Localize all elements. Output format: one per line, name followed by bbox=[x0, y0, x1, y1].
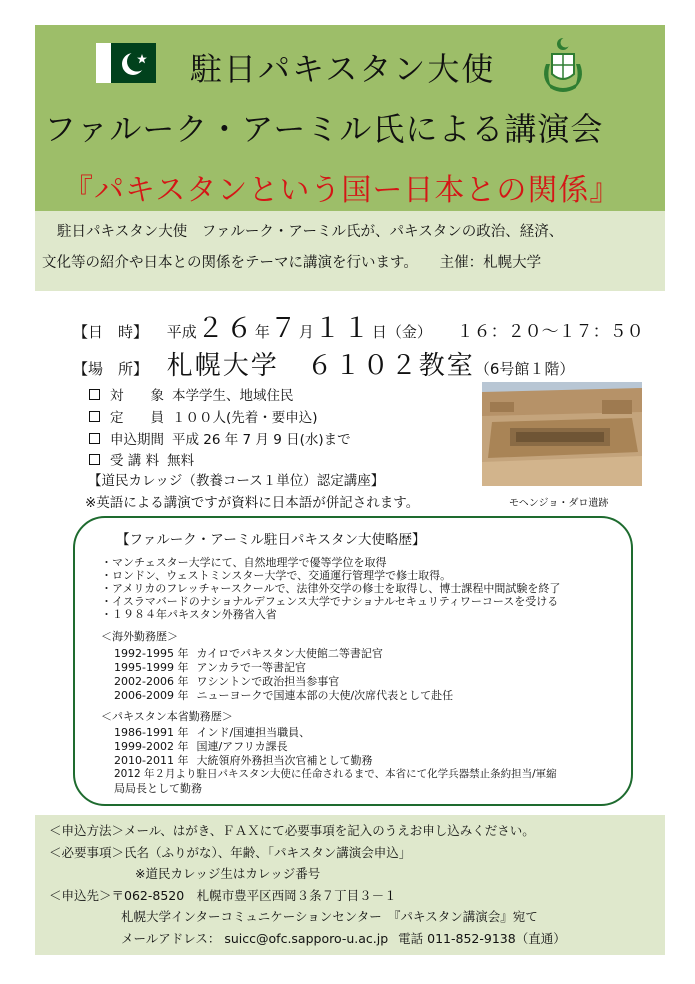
date-label: 【日 時】 bbox=[73, 323, 149, 341]
header-title-ambassador: 駐日パキスタン大使 bbox=[190, 50, 496, 88]
detail-audience: 対 象 本学学生、地域住民 bbox=[89, 384, 294, 404]
checkbox-icon bbox=[89, 389, 100, 400]
intro-line-2: 文化等の紹介や日本との関係をテーマに講演を行います。 主催：札幌大学 bbox=[42, 255, 542, 271]
header-lecture-theme: 『パキスタンという国ー日本との関係』 bbox=[63, 173, 621, 208]
application-required-note: ※道民カレッジ生はカレッジ番号 bbox=[135, 866, 321, 881]
checkbox-icon bbox=[89, 411, 100, 422]
bio-education-item: ・１９８４年パキスタン外務省入省 bbox=[101, 608, 277, 621]
pakistan-emblem-icon bbox=[538, 34, 588, 94]
bio-overseas-item: 2002-2006 年 ワシントンで政治担当参事官 bbox=[114, 675, 340, 688]
date-month: ７ bbox=[269, 313, 299, 344]
ruins-photo bbox=[482, 382, 642, 486]
bio-home-title: ＜パキスタン本省勤務歴＞ bbox=[101, 710, 233, 723]
bio-home-item: 1986-1991 年 インド/国連担当職員、 bbox=[114, 726, 311, 739]
bio-education-item: ・ロンドン、ウェストミンスター大学で、交通運行管理学で修士取得。 bbox=[101, 569, 452, 582]
date-month-unit: 月 bbox=[298, 323, 314, 341]
application-required: ＜必要事項＞氏名（ふりがな）、年齢、「パキスタン講演会申込」 bbox=[49, 845, 412, 860]
bio-home-item: 2010-2011 年 大統領府外務担当次官補として勤務 bbox=[114, 754, 373, 767]
certification-note: 【道民カレッジ（教養コース１単位）認定講座】 bbox=[88, 473, 385, 489]
application-center: 札幌大学インターコミュニケーションセンター 『パキスタン講演会』宛て bbox=[121, 909, 538, 924]
event-time: １６：２０～１７：５０ bbox=[456, 322, 644, 342]
detail-application-period: 申込期間 平成 26 年 7 月 9 日(水)まで bbox=[89, 428, 351, 448]
event-place: 札幌大学 ６１０２教室 bbox=[166, 351, 475, 381]
bio-education-item: ・イスラマバードのナショナルデフェンス大学でナショナルセキュリティワーコースを受ける bbox=[101, 595, 559, 608]
date-year-unit: 年 bbox=[254, 323, 270, 341]
detail-fee: 受 講 料 無料 bbox=[89, 449, 194, 469]
event-date-row bbox=[73, 306, 644, 345]
application-address: ＜申込先＞〒062-8520 札幌市豊平区西岡３条７丁目３－１ bbox=[49, 888, 397, 903]
pakistan-flag-icon bbox=[96, 43, 156, 83]
date-day: １１ bbox=[313, 313, 372, 344]
intro-line-1: 駐日パキスタン大使 ファルーク・アーミル氏が、パキスタンの政治、経済、 bbox=[57, 224, 564, 240]
contact-email: suicc@ofc.sapporo-u.ac.jp bbox=[224, 931, 389, 946]
bio-overseas-title: ＜海外勤務歴＞ bbox=[101, 630, 178, 643]
contact-label: メールアドレス： bbox=[121, 931, 221, 946]
bio-title: 【ファルーク・アーミル駐日パキスタン大使略歴】 bbox=[116, 532, 426, 548]
bio-home-item: 1999-2002 年 国連/アフリカ課長 bbox=[114, 740, 288, 753]
place-note: （6号館１階） bbox=[474, 360, 575, 378]
bio-education-item: ・アメリカのフレッチャースクールで、法律外交学の修士を取得し、博士課程中間試験を終了 bbox=[101, 582, 561, 595]
bio-overseas-item: 1995-1999 年 アンカラで一等書記官 bbox=[114, 661, 307, 674]
application-method: ＜申込方法＞メール、はがき、ＦＡＸにて必要事項を記入のうえお申し込みください。 bbox=[49, 823, 535, 838]
date-year: ２６ bbox=[196, 313, 255, 344]
bio-education-item: ・マンチェスター大学にて、自然地理学で優等学位を取得 bbox=[101, 556, 387, 569]
place-label: 【場 所】 bbox=[73, 360, 149, 378]
photo-caption: モヘンジョ・ダロ遺跡 bbox=[509, 498, 609, 509]
language-note: ※英語による講演ですが資料に日本語が併記されます。 bbox=[85, 495, 420, 511]
application-contact bbox=[121, 929, 566, 947]
date-era: 平成 bbox=[166, 323, 197, 341]
header-title-lecture: ファルーク・アーミル氏による講演会 bbox=[44, 110, 604, 148]
bio-overseas-item: 1992-1995 年 カイロでパキスタン大使館二等書記官 bbox=[114, 647, 383, 660]
bio-overseas-item: 2006-2009 年 ニューヨークで国連本部の大使/次席代表として赴任 bbox=[114, 689, 454, 702]
event-place-row bbox=[73, 345, 574, 382]
detail-capacity: 定 員 １００人(先着・要申込) bbox=[89, 406, 318, 426]
bio-final-line: 2012 年２月より駐日パキスタン大使に任命されるまで、本省にて化学兵器禁止条約担当/軍縮 bbox=[114, 768, 557, 780]
bio-final-line: 局局長として勤務 bbox=[114, 782, 202, 795]
date-weekday: （金） bbox=[386, 323, 432, 341]
date-day-unit: 日 bbox=[371, 323, 387, 341]
contact-phone: 電話 011-852-9138（直通） bbox=[398, 931, 566, 946]
checkbox-icon bbox=[89, 454, 100, 465]
checkbox-icon bbox=[89, 433, 100, 444]
